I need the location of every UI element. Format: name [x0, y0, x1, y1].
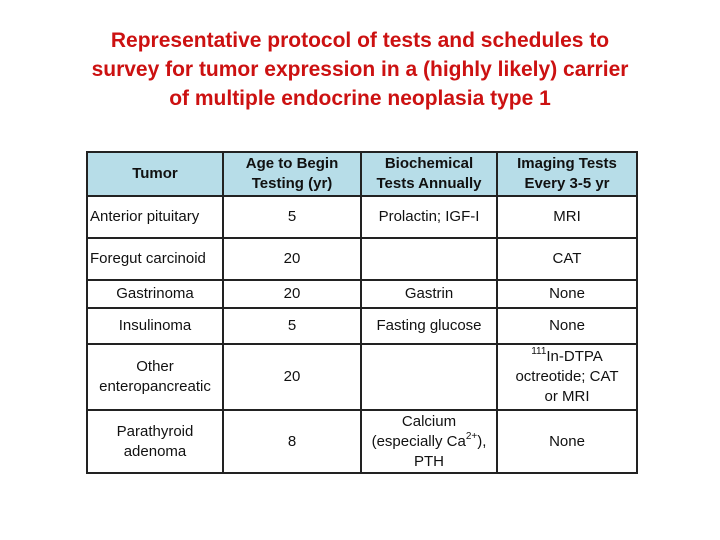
tumor-cell: Gastrinoma — [87, 280, 223, 308]
imaging-cell: CAT — [497, 238, 637, 280]
biochem-cell: Calcium (especially $Ca^{2+}$), PTH — [361, 410, 497, 473]
header-biochemical: Biochemical Tests Annually — [361, 152, 497, 196]
header-row — [87, 152, 637, 196]
table-row — [87, 308, 637, 344]
table-row — [87, 238, 637, 280]
table-row — [87, 196, 637, 238]
tumor-cell: Foregut carcinoid — [87, 238, 223, 280]
imaging-cell: None — [497, 308, 637, 344]
age-cell: 20 — [223, 280, 361, 308]
age-cell: 5 — [223, 308, 361, 344]
biochem-cell — [361, 238, 497, 280]
biochem-cell: Fasting glucose — [361, 308, 497, 344]
tumor-cell: Other enteropancreatic — [87, 344, 223, 410]
tumor-cell: Parathyroid adenoma — [87, 410, 223, 473]
protocol-table — [86, 151, 638, 474]
biochem-cell: Prolactin; IGF-I — [361, 196, 497, 238]
biochem-cell — [361, 344, 497, 410]
imaging-cell: $^{111}$In-DTPA octreotide; CAT or MRI — [497, 344, 637, 410]
header-age: Age to Begin Testing (yr) — [223, 152, 361, 196]
imaging-cell: MRI — [497, 196, 637, 238]
age-cell: 20 — [223, 344, 361, 410]
title-line: Representative protocol of tests and schedules to — [110, 29, 610, 52]
table-row — [87, 280, 637, 308]
header-tumor: Tumor — [87, 152, 223, 196]
table-row — [87, 344, 637, 410]
biochem-cell: Gastrin — [361, 280, 497, 308]
tumor-cell: Anterior pituitary — [87, 196, 223, 238]
header-imaging: Imaging Tests Every 3-5 yr — [497, 152, 637, 196]
page-title — [0, 26, 720, 113]
imaging-cell: None — [497, 410, 637, 473]
tumor-cell: Insulinoma — [87, 308, 223, 344]
table-row — [87, 410, 637, 473]
title-line: of multiple endocrine neoplasia type 1 — [169, 87, 551, 110]
imaging-cell: None — [497, 280, 637, 308]
age-cell: 8 — [223, 410, 361, 473]
title-line: survey for tumor expression in a (highly likely) carrier — [91, 58, 629, 81]
age-cell: 5 — [223, 196, 361, 238]
age-cell: 20 — [223, 238, 361, 280]
